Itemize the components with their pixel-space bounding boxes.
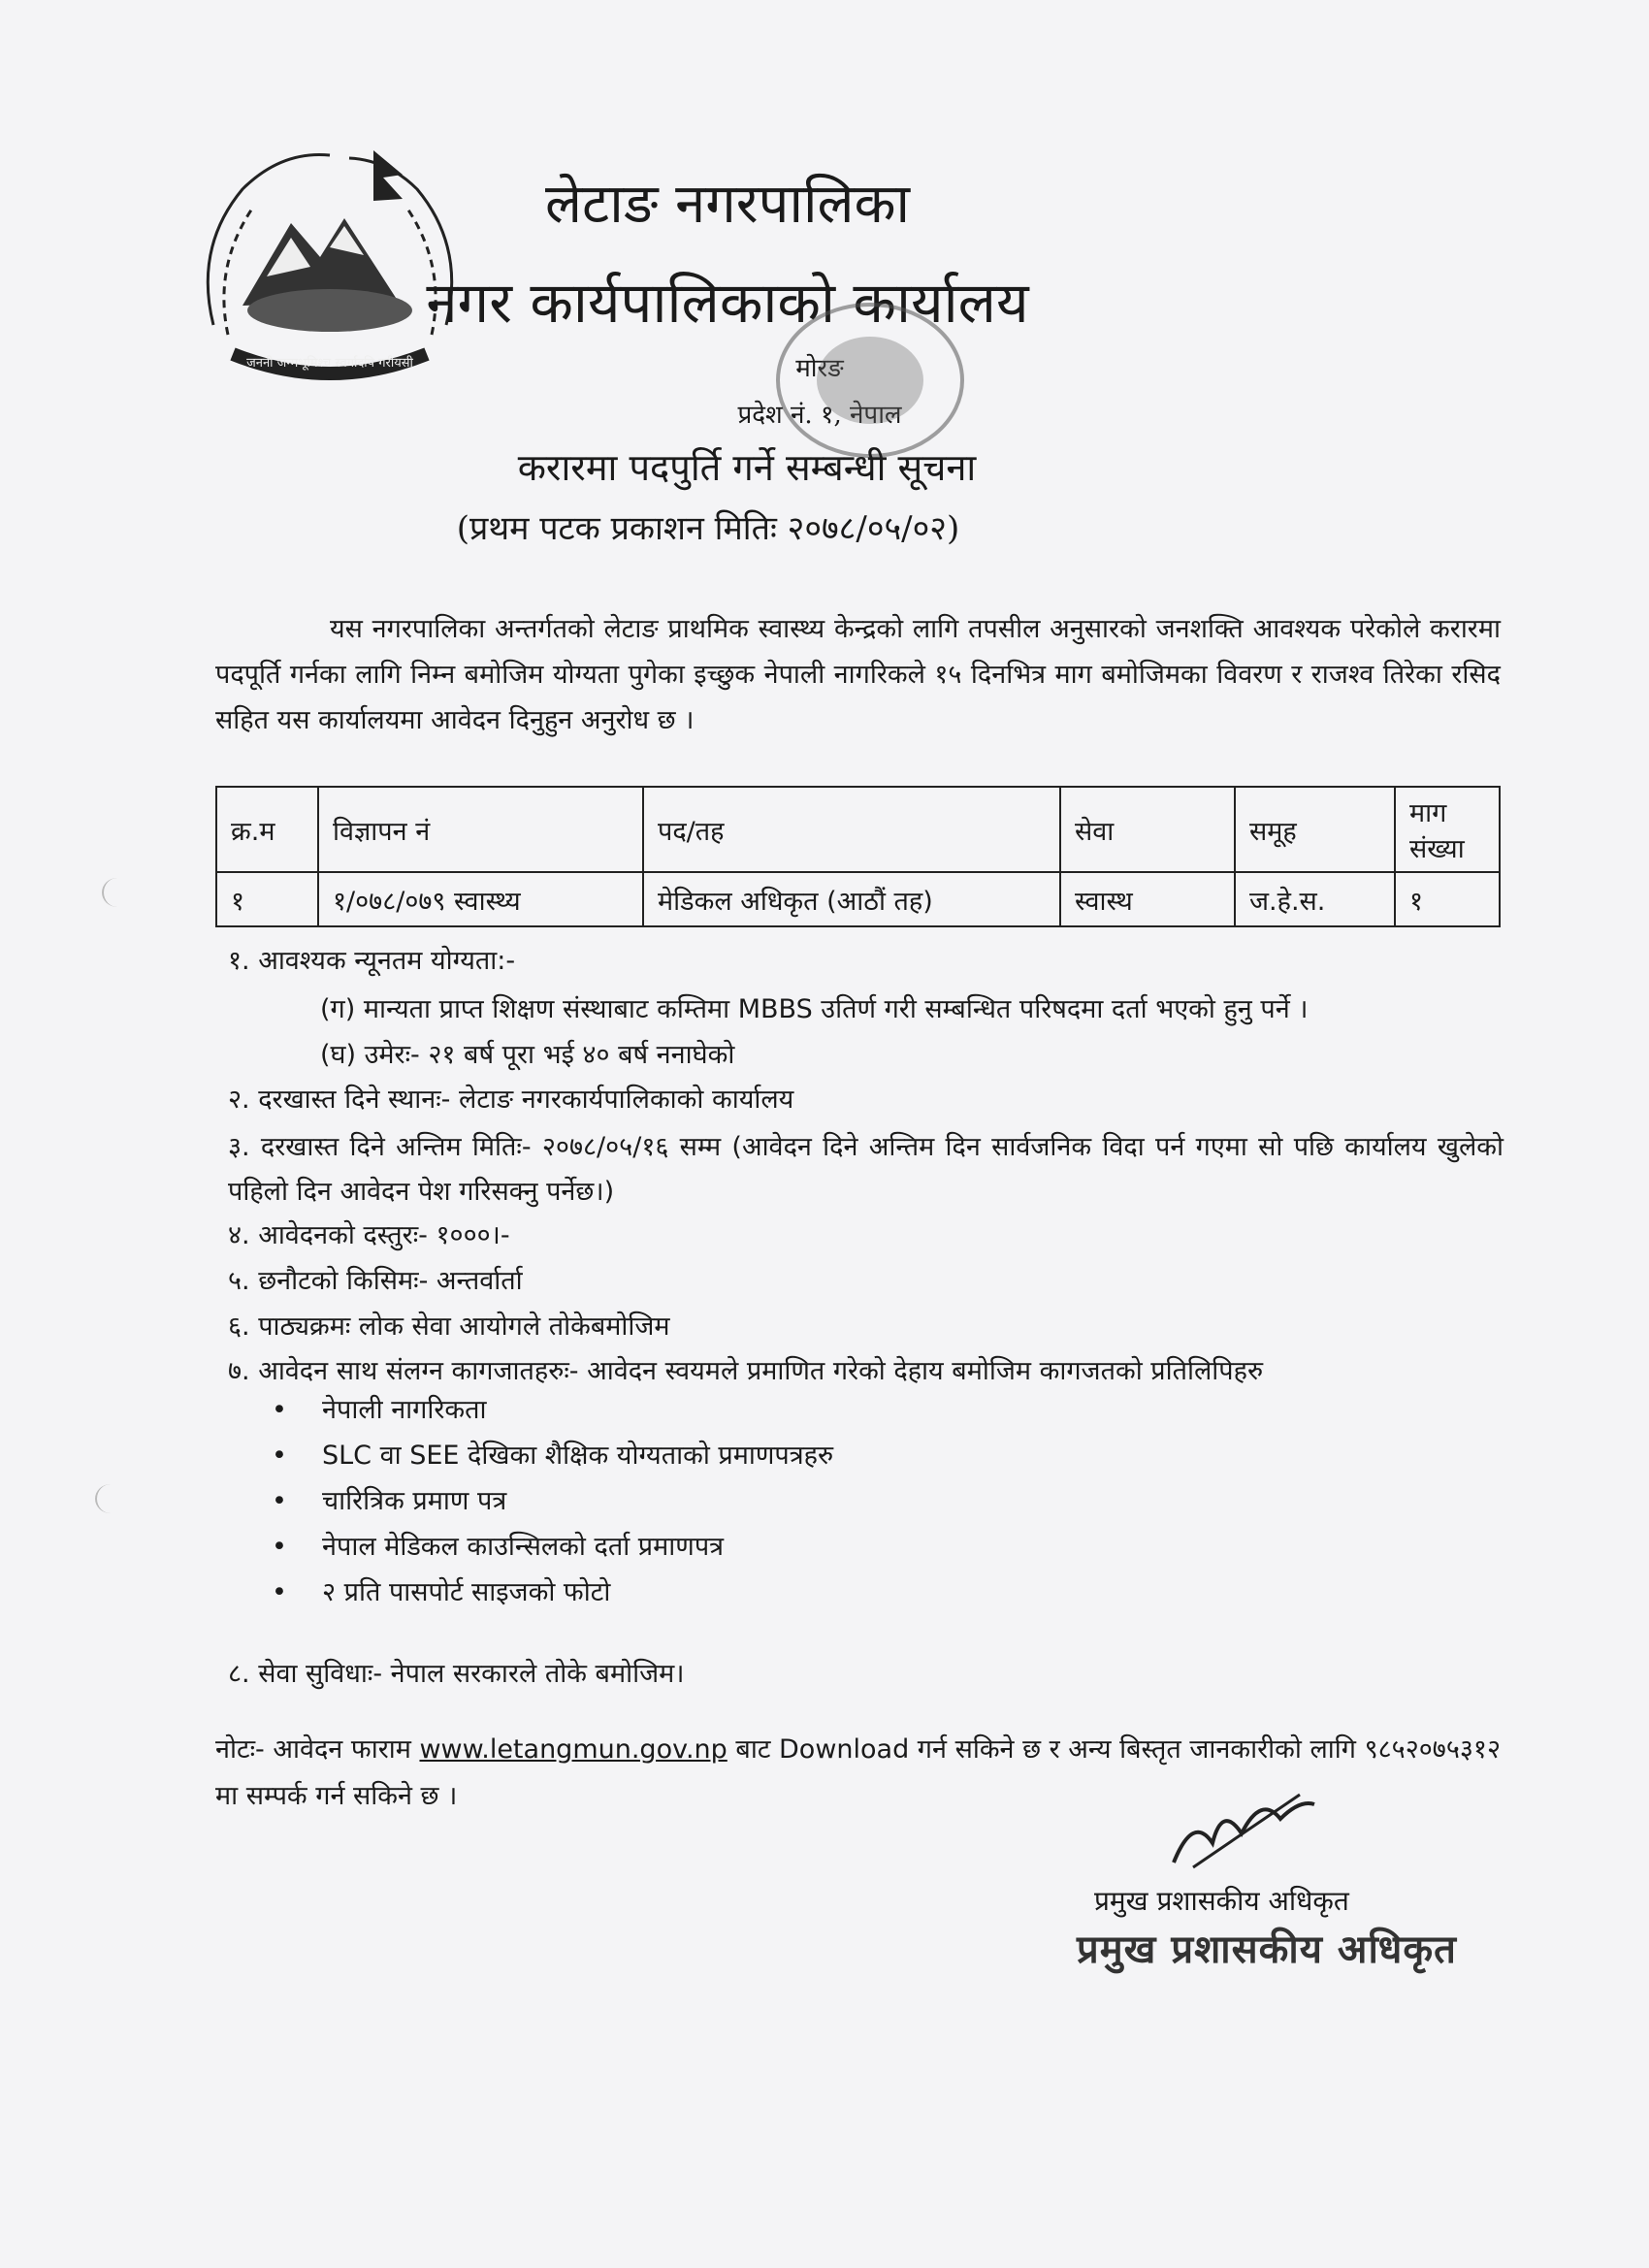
documents-list bbox=[272, 1387, 833, 1615]
application-fee: ४. आवेदनको दस्तुरः- १०००।- bbox=[228, 1220, 510, 1250]
office-stamp-icon bbox=[766, 296, 975, 466]
application-deadline: ३. दरखास्त दिने अन्तिम मितिः- २०७८/०५/१६ सम्म (आवेदन दिने अन्तिम दिन सार्वजनिक विदा पर्न गएमा सो पछि कार्यालय खुलेको पहिलो दिन आवेदन पेश गरिसक्नु पर्नेछ।) bbox=[228, 1132, 1504, 1207]
office-name: नगर कार्यपालिकाको कार्यालय bbox=[426, 270, 1029, 336]
list-item: • नेपाली नागरिकता bbox=[272, 1387, 833, 1433]
bullet-icon: • bbox=[272, 1395, 287, 1425]
table-header-row bbox=[216, 787, 1500, 872]
punch-hole bbox=[95, 1484, 126, 1513]
address-province: प्रदेश नं. १, नेपाल bbox=[737, 401, 902, 430]
emblem-motto: जननी जन्मभूमिश्च स्वर्गादपि गरीयसी bbox=[246, 356, 413, 371]
address-district: मोरङ bbox=[795, 354, 844, 383]
intro-paragraph: यस नगरपालिका अन्तर्गतको लेटाङ प्राथमिक स्वास्थ्य केन्द्रको लागि तपसील अनुसारको जनशक्ति आवश्यक परेकोले करारमा पदपूर्ति गर्नका लागि निम्न बमोजिम योग्यता पुगेका इच्छुक नेपाली नागरिकले १५ दिनभित्र माग बमोजिमका विवरण र राजश्व तिरेका रसिद सहित यस कार्यालयमा आवेदन दिनुहुन अनुरोध छ । bbox=[215, 614, 1501, 735]
list-item: • SLC वा SEE देखिका शैक्षिक योग्यताको प्रमाणपत्रहरु bbox=[272, 1433, 833, 1478]
table-cell: स्वास्थ bbox=[1060, 872, 1235, 926]
note-prefix: नोटः- आवेदन फाराम bbox=[215, 1734, 411, 1765]
qualification-gha: (घ) उमेरः- २१ बर्ष पूरा भई ४० बर्ष ननाघेको bbox=[320, 1040, 735, 1070]
publication-date: (प्रथम पटक प्रकाशन मितिः २०७८/०५/०२) bbox=[456, 509, 960, 548]
note-middle: बाट Download गर्न सकिने छ र अन्य बिस्तृत जानकारीको लागि bbox=[735, 1734, 1356, 1765]
website-link[interactable]: www.letangmun.gov.np bbox=[419, 1734, 728, 1765]
list-item: • नेपाल मेडिकल काउन्सिलको दर्ता प्रमाणपत्र bbox=[272, 1524, 833, 1570]
signatory-title: प्रमुख प्रशासकीय अधिकृत bbox=[1094, 1885, 1349, 1917]
table-row bbox=[216, 872, 1500, 926]
bullet-icon: • bbox=[272, 1532, 287, 1562]
col-header-service: सेवा bbox=[1060, 787, 1235, 872]
bullet-icon: • bbox=[272, 1441, 287, 1471]
table-cell: १ bbox=[1395, 872, 1500, 926]
application-place: २. दरखास्त दिने स्थानः- लेटाङ नगरकार्यपालिकाको कार्यालय bbox=[228, 1085, 794, 1115]
table-cell: १/०७८/०७९ स्वास्थ्य bbox=[318, 872, 643, 926]
note-phone: ९८५२०७५३१२ मा सम्पर्क गर्न सकिने छ । bbox=[215, 1734, 1501, 1811]
bullet-icon: • bbox=[272, 1577, 287, 1607]
municipality-name: लेटाङ नगरपालिका bbox=[545, 173, 910, 236]
col-header-post: पद/तह bbox=[643, 787, 1060, 872]
list-item: • २ प्रति पासपोर्ट साइजको फोटो bbox=[272, 1570, 833, 1615]
col-header-demand: माग संख्या bbox=[1395, 787, 1500, 872]
selection-method: ५. छनौटको किसिमः- अन्तर्वार्ता bbox=[228, 1266, 523, 1296]
punch-hole bbox=[102, 878, 133, 907]
notice-subject: करारमा पदपुर्ति गर्ने सम्बन्धी सूचना bbox=[517, 446, 977, 489]
syllabus: ६. पाठ्यक्रमः लोक सेवा आयोगले तोकेबमोजिम bbox=[228, 1312, 670, 1342]
qualification-title: १. आवश्यक न्यूनतम योग्यता:- bbox=[228, 946, 516, 976]
service-facilities: ८. सेवा सुविधाः- नेपाल सरकारले तोके बमोजिम। bbox=[228, 1659, 685, 1689]
qualification-ga: (ग) मान्यता प्राप्त शिक्षण संस्थाबाट कम्तिमा MBBS उतिर्ण गरी सम्बन्धित परिषदमा दर्ता भएको हुनु पर्ने । bbox=[320, 994, 1309, 1024]
bullet-icon: • bbox=[272, 1486, 287, 1516]
table-cell: ज.हे.स. bbox=[1235, 872, 1395, 926]
vacancy-table bbox=[215, 786, 1501, 927]
col-header-ad-no: विज्ञापन नं bbox=[318, 787, 643, 872]
signature-icon bbox=[1154, 1775, 1329, 1882]
table-cell: मेडिकल अधिकृत (आठौं तह) bbox=[643, 872, 1060, 926]
signatory-stamp: प्रमुख प्रशासकीय अधिकृत bbox=[1077, 1927, 1457, 1972]
col-header-group: समूह bbox=[1235, 787, 1395, 872]
documents-title: ७. आवेदन साथ संलग्न कागजातहरुः- आवेदन स्वयमले प्रमाणित गरेको देहाय बमोजिम कागजतको प्रतिलिपिहरु bbox=[228, 1356, 1264, 1386]
col-header-sn: क्र.म bbox=[216, 787, 318, 872]
list-item: • चारित्रिक प्रमाण पत्र bbox=[272, 1478, 833, 1524]
table-cell: १ bbox=[216, 872, 318, 926]
